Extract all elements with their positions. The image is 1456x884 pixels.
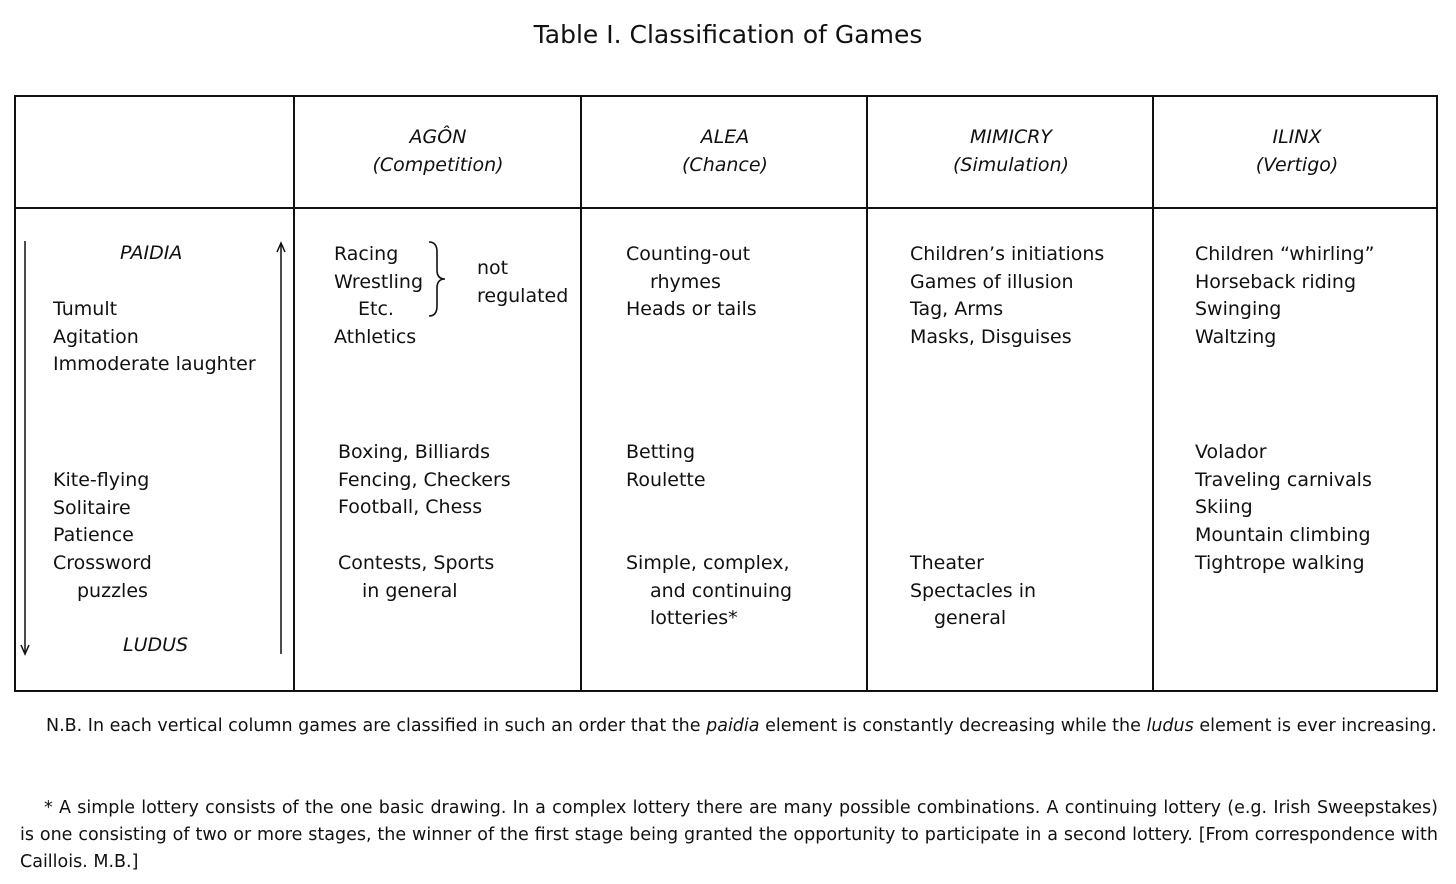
- nb-ludus: ludus: [1146, 716, 1194, 736]
- list-item: Tag, Arms: [910, 298, 1004, 321]
- list-item: Volador: [1195, 441, 1267, 463]
- header-alea: [583, 123, 867, 179]
- agon-group3: [338, 550, 494, 605]
- ilinx-group1: [1195, 241, 1374, 352]
- column-divider: [866, 97, 868, 690]
- list-item: in general: [362, 579, 458, 602]
- column-divider: [1152, 97, 1154, 690]
- nb-note: [20, 713, 1438, 740]
- column-divider: [580, 97, 582, 690]
- up-arrow-icon: [272, 240, 292, 660]
- header-alea-sub: (Chance): [682, 154, 768, 176]
- list-item: Racing: [334, 243, 399, 265]
- list-item: rhymes: [650, 270, 721, 293]
- header-alea-name: ALEA: [700, 126, 750, 148]
- table-title: Table I. Classification of Games: [533, 20, 923, 49]
- list-item: Children’s initiations: [910, 243, 1105, 265]
- list-item: Spectacles in: [910, 579, 1037, 602]
- header-ilinx-sub: (Vertigo): [1255, 154, 1339, 176]
- paidia-items: [53, 296, 256, 379]
- list-item: Etc.: [358, 298, 394, 321]
- list-item: Agitation: [53, 325, 139, 348]
- list-item: Contests, Sports: [338, 552, 495, 574]
- list-item: Betting: [626, 441, 696, 463]
- list-item: and continuing: [650, 579, 793, 602]
- alea-group2: [626, 439, 706, 494]
- header-agon-name: AGÔN: [409, 126, 467, 148]
- nb-text: element is constantly decreasing while the: [759, 716, 1147, 736]
- list-item: Waltzing: [1195, 326, 1277, 349]
- column-divider: [293, 97, 295, 690]
- list-item: lotteries*: [650, 607, 738, 630]
- ludus-label: LUDUS: [123, 634, 189, 656]
- list-item: Children “whirling”: [1195, 243, 1375, 265]
- agon-group1: [334, 241, 423, 352]
- list-item: Traveling carnivals: [1195, 468, 1372, 491]
- header-agon: [296, 123, 580, 179]
- list-item: Crossword: [53, 552, 152, 575]
- list-item: Roulette: [626, 468, 706, 491]
- list-item: Athletics: [334, 326, 417, 349]
- header-mimicry: [869, 123, 1153, 179]
- mimicry-group1: [910, 241, 1104, 352]
- list-item: Heads or tails: [626, 298, 757, 321]
- list-item: Tumult: [53, 298, 118, 320]
- ilinx-group2: [1195, 439, 1372, 578]
- list-item: Counting-out: [626, 243, 751, 265]
- header-divider: [16, 207, 1436, 209]
- list-item: general: [934, 607, 1007, 630]
- list-item: Theater: [910, 552, 984, 574]
- header-mimicry-sub: (Simulation): [952, 154, 1070, 176]
- list-item: Immoderate laughter: [53, 353, 256, 376]
- list-item: Solitaire: [53, 496, 131, 519]
- list-item: Boxing, Billiards: [338, 441, 491, 463]
- list-item: Mountain climbing: [1195, 524, 1371, 547]
- footnote: * A simple lottery consists of the one basic drawing. In a complex lottery there are many possible combinations. A continuing lottery (e.g. Irish Sweepstakes) is one consisting of two or more stages, the winner of the first stage being granted the opportunity to participate in a second lottery. [From correspondence with Caillois. M.B.]: [20, 798, 1438, 872]
- list-item: Simple, complex,: [626, 552, 790, 574]
- list-item: Kite-flying: [53, 469, 150, 491]
- alea-group1: [626, 241, 757, 324]
- header-agon-sub: (Competition): [372, 154, 504, 176]
- nb-text: element is ever increasing.: [1193, 716, 1437, 736]
- list-item: Fencing, Checkers: [338, 468, 511, 491]
- alea-group3: [626, 550, 792, 633]
- header-mimicry-name: MIMICRY: [969, 126, 1053, 148]
- list-item: not: [477, 257, 509, 279]
- header-ilinx-name: ILINX: [1272, 126, 1322, 148]
- nb-text: N.B. In each vertical column games are classified in such an order that the: [46, 716, 707, 736]
- paidia-label: PAIDIA: [120, 242, 183, 264]
- list-item: Masks, Disguises: [910, 326, 1072, 349]
- down-arrow-icon: [14, 235, 34, 660]
- list-item: Games of illusion: [910, 270, 1074, 293]
- list-item: Wrestling: [334, 270, 424, 293]
- agon-brace-note: [477, 255, 568, 310]
- mimicry-group3: [910, 550, 1036, 633]
- list-item: regulated: [477, 284, 569, 307]
- list-item: Tightrope walking: [1195, 551, 1365, 574]
- list-item: Patience: [53, 524, 134, 547]
- agon-group2: [338, 439, 511, 522]
- brace-icon: [426, 240, 448, 320]
- list-item: Skiing: [1195, 496, 1253, 519]
- nb-paidia: paidia: [706, 716, 760, 736]
- list-item: Football, Chess: [338, 496, 483, 519]
- header-ilinx: [1155, 123, 1439, 179]
- ludus-items: [53, 467, 152, 606]
- list-item: Swinging: [1195, 298, 1282, 321]
- list-item: Horseback riding: [1195, 270, 1357, 293]
- list-item: puzzles: [77, 579, 148, 602]
